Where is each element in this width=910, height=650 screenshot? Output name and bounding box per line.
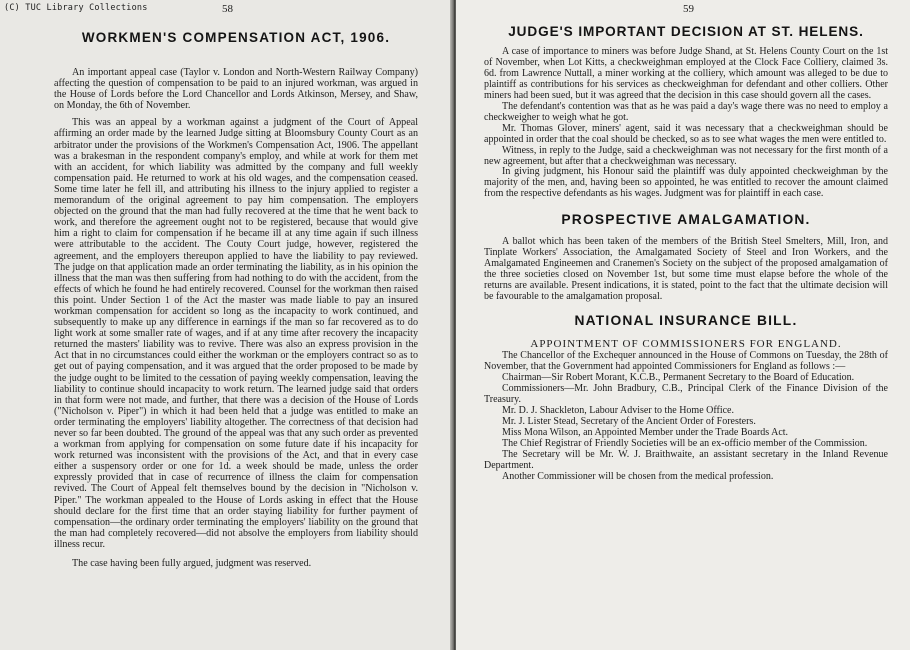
judge-paragraph-2: The defendant's contention was that as he was paid a day's wage there was no need to employ a checkweigher to weigh what he got. xyxy=(484,100,888,123)
compensation-paragraph-2: This was an appeal by a workman against a judgment of the Court of Appeal affirming an order made by the learned Judge sitting at Bloomsbury County Court as an arbitrator under the provisions of the Workmen's Compensation Act, 1906. The appellant was a brakesman in the respondent company's employ, and while at work for them met with an accident, for which liability was admitted by the company and full weekly compensation paid. He returned to work at his old wages, and the compensation ceased. Some time later he fell ill, and attributing his illness to the injury applied to register a memorandum of the original agreement to pay him compensation. The employers objected on the ground that the man had fully recovered at the time that he went back to work, and therefore the agreement ought not to be registered, because that would give him a right to claim for compensation if he became ill at any time again if such illness were attributable to the accident. The Couty Court judge, however, registered the agreement, and the employers thereupon applied to have the liability to pay reviewed. The judge on that application made an order terminating the liability, as in his opinion the illness that the man was then suffering from had nothing to do with the accident, from the effects of which he found he had entirely recovered. Counsel for the workman then raised this point. Under Section 1 of the Act the master was made liable to pay an insured workman compensation for accident so long as the incapacity to work continued, and subsequently to make up any difference in earnings if the man so far recovered as to do light work at some smaller rate of wages, and if at any time after recovery the incapacity returned the masters' liability was to revive. There was also an express provision in the Act that in no circumstances could either the workman or the employers contract so as to get out of paying compensation, and it was argued that the order proposed to be made by the judge ought to be limited to the cessation of paying weekly compensation, leaving the liability to continue should incapacity to work return. The learned judge said that orders in that form were not made, and further, that there was a decision of the House of Lords ("Nicholson v. Piper") in which it had been held that a judge was entitled to make an order terminating the employers' liability altogether. The correctness of that decision had never so far been doubted. The ground of the appeal was that any such order as prevented a workman from applying for compensation on some future date if his incapacity for work returned was inconsistent with the provisions of the Act, and that in every case either a suspensory order or one for 1d. a week should be made, unless the order expressly provided that in case of recurrence of illness the claim for compensation revived. The Court of Appeal felt themselves bound by the decision in "Nicholson v. Piper." The workman appealed to the House of Lords asking in effect that the House should declare for the first time that an order staying liability for further payment of compensation—the ordinary order terminating the employers' liability on the ground that the man had completely recovered—did not absolve the employers from liability should illness recur. xyxy=(54,117,418,550)
page-number-right: 59 xyxy=(683,3,694,15)
judge-paragraph-1: A case of importance to miners was before Judge Shand, at St. Helens County Court on the 1st of November, when Lot Kitts, a checkweighman employed at the Clock Face Colliery, claimed 3s. 6d. from Lawrence Nuttall, a miner working at the colliery, which amount was alleged to be due to plaintiff as contributions for his services as checkweighman for defendant and other colliers. Other miners had been sued, but it was agreed that the decision in this case should govern all the cases. xyxy=(484,46,888,101)
article-title-compensation: WORKMEN'S COMPENSATION ACT, 1906. xyxy=(81,30,391,45)
article-title-judge: JUDGE'S IMPORTANT DECISION AT ST. HELENS. xyxy=(508,24,864,39)
amalgamation-paragraph-1: A ballot which has been taken of the members of the British Steel Smelters, Mill, Iron, and Tinplate Workers' Association, the Amalgamated Society of Steel and Iron Workers, and the Amalgamated Engineemen and Cranemen's Society on the subject of the proposed amalgamation of the three societies closed on November 1st, but some time must elapse before the whole of the returns are available. Present indications, it is stated, point to the fact that the ultimate decision will be favourable to the amalgamation proposal. xyxy=(484,236,888,303)
insurance-entry-chairman: Chairman—Sir Robert Morant, K.C.B., Permanent Secretary to the Board of Education. xyxy=(502,371,855,383)
insurance-entry-stead: Mr. J. Lister Stead, Secretary of the Ancient Order of Foresters. xyxy=(502,415,756,427)
insurance-entry-wilson: Miss Mona Wilson, an Appointed Member under the Trade Boards Act. xyxy=(502,426,789,438)
insurance-subtitle: APPOINTMENT OF COMMISSIONERS FOR ENGLAND. xyxy=(530,338,842,351)
insurance-entry-registrar: The Chief Registrar of Friendly Societies will be an ex-officio member of the Commission. xyxy=(502,437,868,449)
right-page xyxy=(456,0,910,650)
copyright-notice: (C) TUC Library Collections xyxy=(4,3,148,13)
judge-paragraph-3: Mr. Thomas Glover, miners' agent, said it was necessary that a checkweighman should be appointed in order that the coal should be checked, so as to see what wages the men were entitled to. xyxy=(484,122,888,145)
article-title-insurance: NATIONAL INSURANCE BILL. xyxy=(574,313,798,329)
left-page xyxy=(0,0,452,650)
page-number-left: 58 xyxy=(222,3,233,15)
judge-paragraph-5: In giving judgment, his Honour said the plaintiff was duly appointed checkweighman by the majority of the men, and, having been so appointed, he was entitled to recover the amount claimed from the respective defendants as his wages. Judgment was for plaintiff in each case. xyxy=(484,166,888,200)
insurance-entry-secretary: The Secretary will be Mr. W. J. Braithwaite, an assistant secretary in the Inland Revenue Department. xyxy=(484,448,888,471)
insurance-entry-medical: Another Commissioner will be chosen from the medical profession. xyxy=(502,470,774,482)
compensation-closing: The case having been fully argued, judgment was reserved. xyxy=(72,558,312,570)
article-title-amalgamation: PROSPECTIVE AMALGAMATION. xyxy=(561,212,811,228)
insurance-intro: The Chancellor of the Exchequer announced in the House of Commons on Tuesday, the 28th of November, that the Government had appointed Commissioners for England as follows :— xyxy=(484,350,888,373)
insurance-entry-shackleton: Mr. D. J. Shackleton, Labour Adviser to the Home Office. xyxy=(502,404,734,416)
judge-paragraph-4: Witness, in reply to the Judge, said a checkweighman was not necessary for the first month of a new agreement, but after that a checkweighman was necessary. xyxy=(484,144,888,167)
right-column xyxy=(484,24,888,483)
left-column xyxy=(54,28,418,569)
insurance-entry-commissioners: Commissioners—Mr. John Bradbury, C.B., Principal Clerk of the Finance Division of the Treasury. xyxy=(484,382,888,405)
compensation-paragraph-1: An important appeal case (Taylor v. London and North-Western Railway Company) affecting the question of compensation to be paid to an injured workman, was argued in the House of Lords before the Lord Chancellor and Lords Atkinson, Mersey, and Shaw, on Monday, the 6th of November. xyxy=(54,67,418,112)
